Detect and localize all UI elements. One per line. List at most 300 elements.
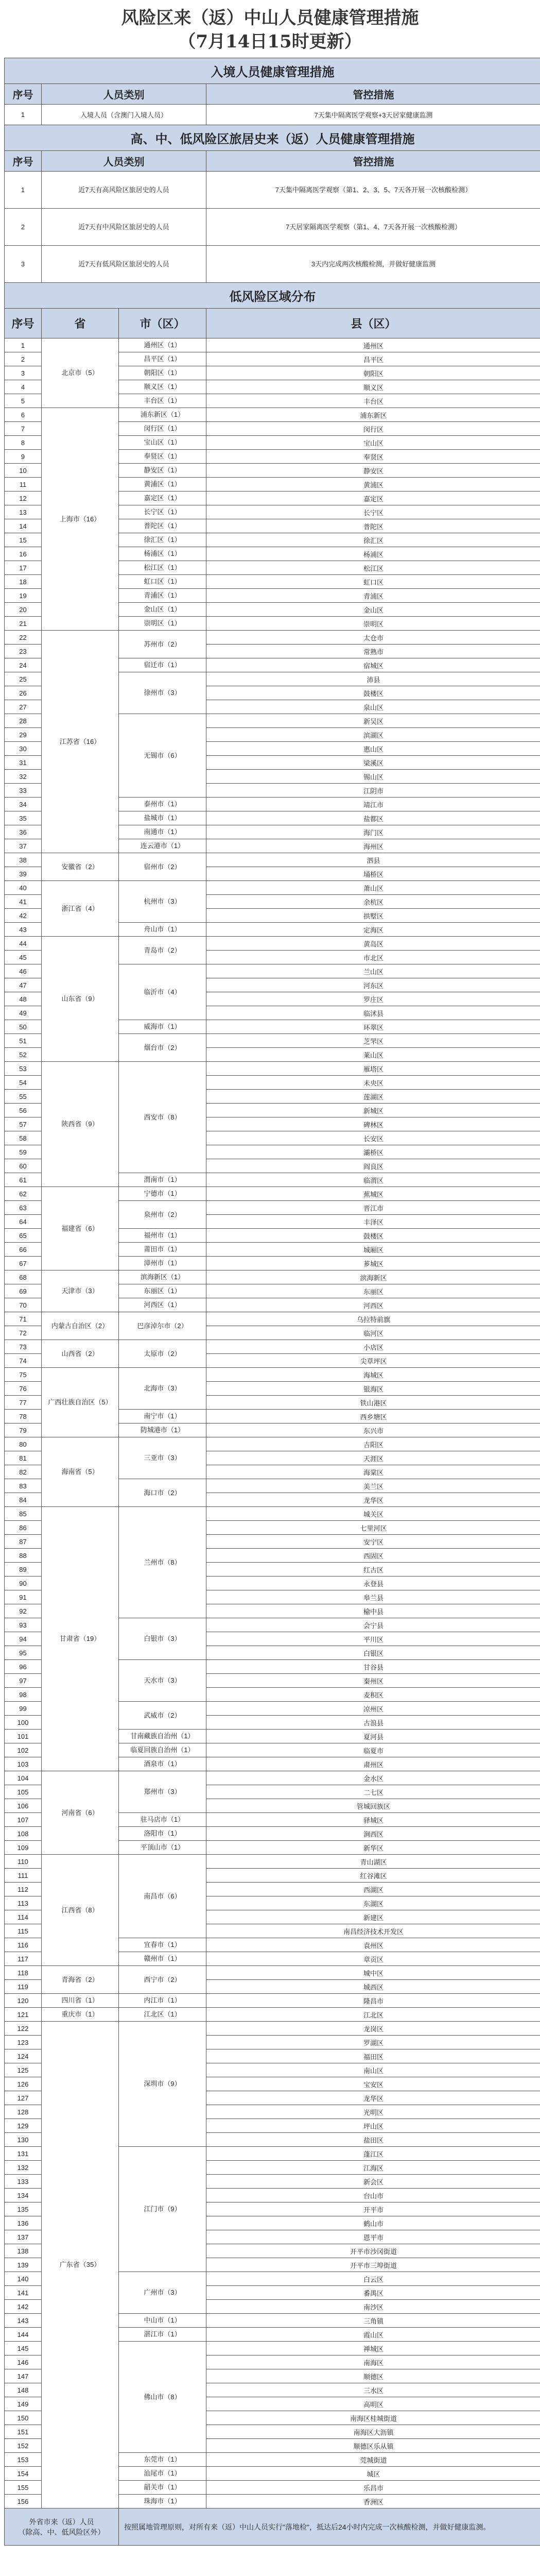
- row-seq: 110: [5, 1855, 42, 1869]
- row-seq: 119: [5, 1980, 42, 1994]
- province-cell: 广西壮族自治区（5）: [42, 1368, 119, 1437]
- row-seq: 83: [5, 1479, 42, 1493]
- county-cell: 秦州区: [206, 1674, 540, 1688]
- province-cell: 江西省（8）: [42, 1855, 119, 1966]
- county-cell: 榆中县: [206, 1604, 540, 1618]
- row-category: 近7天有低风险区旅居史的人员: [42, 246, 206, 283]
- county-cell: 台山市: [206, 2189, 540, 2202]
- row-seq: 154: [5, 2467, 42, 2481]
- county-cell: 乐昌市: [206, 2481, 540, 2495]
- county-cell: 海棠区: [206, 1465, 540, 1479]
- county-cell: 青山湖区: [206, 1855, 540, 1869]
- row-seq: 137: [5, 2230, 42, 2244]
- county-cell: 鼓楼区: [206, 1229, 540, 1243]
- county-cell: 盐田区: [206, 2133, 540, 2147]
- county-cell: 嘉定区: [206, 492, 540, 505]
- county-cell: 临渭区: [206, 1173, 540, 1187]
- city-cell: 普陀区（1）: [119, 519, 206, 533]
- row-seq: 104: [5, 1771, 42, 1785]
- city-cell: 甘南藏族自治州（1）: [119, 1730, 206, 1743]
- province-cell: 上海市（16）: [42, 408, 119, 631]
- row-seq: 141: [5, 2286, 42, 2300]
- county-cell: 盐都区: [206, 811, 540, 825]
- city-cell: 西安市（8）: [119, 1062, 206, 1173]
- city-cell: 黄浦区（1）: [119, 478, 206, 492]
- county-cell: 梁溪区: [206, 756, 540, 770]
- city-cell: 徐州市（3）: [119, 672, 206, 714]
- county-cell: 萧山区: [206, 881, 540, 895]
- row-seq: 74: [5, 1354, 42, 1368]
- row-seq: 142: [5, 2300, 42, 2314]
- county-cell: 蕉城区: [206, 1187, 540, 1201]
- county-cell: 番禺区: [206, 2286, 540, 2300]
- footer-row: [5, 2509, 540, 2546]
- county-cell: 隆昌市: [206, 1994, 540, 2008]
- county-cell: 坪山区: [206, 2119, 540, 2133]
- city-cell: 盐城市（1）: [119, 811, 206, 825]
- province-cell: 青海省（2）: [42, 1966, 119, 1994]
- row-seq: 139: [5, 2258, 42, 2272]
- row-seq: 132: [5, 2161, 42, 2175]
- county-cell: 普陀区: [206, 519, 540, 533]
- province-cell: 山东省（9）: [42, 937, 119, 1062]
- city-cell: 烟台市（2）: [119, 1034, 206, 1062]
- county-cell: 芗城区: [206, 1257, 540, 1270]
- header-seq: 序号: [5, 151, 42, 172]
- row-seq: 3: [5, 246, 42, 283]
- row-seq: 63: [5, 1201, 42, 1215]
- county-cell: 灞桥区: [206, 1145, 540, 1159]
- row-seq: 4: [5, 380, 42, 394]
- row-seq: 91: [5, 1590, 42, 1604]
- county-cell: 新会区: [206, 2175, 540, 2189]
- row-seq: 117: [5, 1952, 42, 1966]
- row-seq: 108: [5, 1827, 42, 1841]
- row-seq: 134: [5, 2189, 42, 2202]
- row-seq: 152: [5, 2439, 42, 2453]
- county-cell: 临沭县: [206, 1006, 540, 1020]
- row-seq: 23: [5, 645, 42, 658]
- city-cell: 松江区（1）: [119, 561, 206, 575]
- row-seq: 126: [5, 2077, 42, 2091]
- row-seq: 19: [5, 589, 42, 603]
- table-row: [5, 1994, 540, 2008]
- county-cell: 虹口区: [206, 575, 540, 589]
- city-cell: 河西区（1）: [119, 1298, 206, 1312]
- row-measures: 7天集中隔离医学观察（第1、2、3、5、7天各开展一次核酸检测）: [206, 172, 540, 209]
- city-cell: 金山区（1）: [119, 603, 206, 617]
- province-cell: 安徽省（2）: [42, 853, 119, 881]
- row-seq: 34: [5, 798, 42, 811]
- row-seq: 12: [5, 492, 42, 505]
- table-row: [5, 1187, 540, 1201]
- county-cell: 南海区大沥镇: [206, 2425, 540, 2439]
- county-cell: 顺德区: [206, 2369, 540, 2383]
- row-seq: 2: [5, 352, 42, 366]
- row-seq: 69: [5, 1284, 42, 1298]
- province-cell: 内蒙古自治区（2）: [42, 1312, 119, 1340]
- city-cell: 湛江市（1）: [119, 2328, 206, 2342]
- county-cell: 恩平市: [206, 2230, 540, 2244]
- row-seq: 107: [5, 1813, 42, 1827]
- header-seq: 序号: [5, 84, 42, 105]
- row-seq: 85: [5, 1507, 42, 1521]
- province-cell: 甘肃省（19）: [42, 1507, 119, 1771]
- city-cell: 嘉定区（1）: [119, 492, 206, 505]
- county-cell: 东兴市: [206, 1423, 540, 1437]
- county-cell: 常熟市: [206, 645, 540, 658]
- city-cell: 防城港市（1）: [119, 1423, 206, 1437]
- table-row: [5, 631, 540, 645]
- county-cell: 二七区: [206, 1785, 540, 1799]
- county-cell: 河西区: [206, 1298, 540, 1312]
- row-seq: 20: [5, 603, 42, 617]
- row-seq: 146: [5, 2355, 42, 2369]
- measures-table: [4, 58, 540, 2546]
- province-cell: 江苏省（16）: [42, 631, 119, 853]
- city-cell: 漳州市（1）: [119, 1257, 206, 1270]
- county-cell: 江北区: [206, 2008, 540, 2022]
- row-seq: 22: [5, 631, 42, 645]
- county-cell: 鼓楼区: [206, 686, 540, 700]
- row-seq: 25: [5, 672, 42, 686]
- row-seq: 54: [5, 1076, 42, 1090]
- city-cell: 南昌市（6）: [119, 1855, 206, 1938]
- county-cell: 福田区: [206, 2049, 540, 2063]
- county-cell: 新城区: [206, 1104, 540, 1117]
- row-seq: 57: [5, 1117, 42, 1131]
- row-seq: 38: [5, 853, 42, 867]
- row-seq: 39: [5, 867, 42, 881]
- table-row: [5, 2008, 540, 2022]
- county-cell: 闵行区: [206, 422, 540, 436]
- row-seq: 133: [5, 2175, 42, 2189]
- county-cell: 光明区: [206, 2105, 540, 2119]
- city-cell: 徐汇区（1）: [119, 533, 206, 547]
- row-seq: 1: [5, 338, 42, 352]
- city-cell: 内江市（1）: [119, 1994, 206, 2008]
- county-cell: 会宁县: [206, 1618, 540, 1632]
- county-cell: 安宁区: [206, 1535, 540, 1549]
- row-seq: 98: [5, 1688, 42, 1702]
- header-seq: 序号: [5, 309, 42, 338]
- county-cell: 管城回族区: [206, 1799, 540, 1813]
- county-cell: 三水区: [206, 2383, 540, 2397]
- city-cell: 奉贤区（1）: [119, 450, 206, 464]
- county-cell: 雁塔区: [206, 1062, 540, 1076]
- county-cell: 天涯区: [206, 1451, 540, 1465]
- city-cell: 连云港市（1）: [119, 839, 206, 853]
- city-cell: 江北区（1）: [119, 2008, 206, 2022]
- city-cell: 韶关市（1）: [119, 2481, 206, 2495]
- city-cell: 顺义区（1）: [119, 380, 206, 394]
- row-seq: 68: [5, 1270, 42, 1284]
- city-cell: 杭州市（3）: [119, 881, 206, 923]
- county-cell: 西固区: [206, 1549, 540, 1563]
- county-cell: 南海区: [206, 2355, 540, 2369]
- county-cell: 惠山区: [206, 742, 540, 756]
- county-cell: 余杭区: [206, 895, 540, 909]
- row-seq: 89: [5, 1563, 42, 1577]
- province-cell: 河南省（6）: [42, 1771, 119, 1855]
- table-row: [5, 1062, 540, 1076]
- row-seq: 24: [5, 658, 42, 672]
- county-cell: 宝山区: [206, 436, 540, 450]
- city-cell: 东丽区（1）: [119, 1284, 206, 1298]
- row-seq: 17: [5, 561, 42, 575]
- county-cell: 泉山区: [206, 700, 540, 714]
- county-cell: 红古区: [206, 1563, 540, 1577]
- county-cell: 莱山区: [206, 1048, 540, 1062]
- row-seq: 151: [5, 2425, 42, 2439]
- city-cell: 佛山市（8）: [119, 2342, 206, 2453]
- section-title-entry: 入境人员健康管理措施: [5, 58, 540, 84]
- row-seq: 59: [5, 1145, 42, 1159]
- city-cell: 泉州市（2）: [119, 1201, 206, 1229]
- row-seq: 101: [5, 1730, 42, 1743]
- city-cell: 三亚市（3）: [119, 1437, 206, 1479]
- province-cell: 海南省（5）: [42, 1437, 119, 1507]
- county-cell: 海门区: [206, 825, 540, 839]
- county-cell: 霞山区: [206, 2328, 540, 2342]
- county-cell: 南山区: [206, 2063, 540, 2077]
- county-cell: 滨湖区: [206, 728, 540, 742]
- row-seq: 93: [5, 1618, 42, 1632]
- row-seq: 113: [5, 1896, 42, 1910]
- county-cell: 驿城区: [206, 1813, 540, 1827]
- county-cell: 丰台区: [206, 394, 540, 408]
- table-row: [5, 408, 540, 422]
- row-seq: 61: [5, 1173, 42, 1187]
- county-cell: 城区: [206, 2467, 540, 2481]
- row-seq: 50: [5, 1020, 42, 1034]
- county-cell: 阎良区: [206, 1159, 540, 1173]
- row-seq: 114: [5, 1910, 42, 1924]
- row-seq: 150: [5, 2411, 42, 2425]
- county-cell: 滨海新区: [206, 1270, 540, 1284]
- county-cell: 开平市三埠街道: [206, 2258, 540, 2272]
- row-seq: 7: [5, 422, 42, 436]
- table-row: [5, 2022, 540, 2036]
- city-cell: 巴彦淖尔市（2）: [119, 1312, 206, 1340]
- row-seq: 145: [5, 2342, 42, 2355]
- city-cell: 青浦区（1）: [119, 589, 206, 603]
- county-cell: 南沙区: [206, 2300, 540, 2314]
- city-cell: 天水市（3）: [119, 1660, 206, 1702]
- county-cell: 白云区: [206, 2272, 540, 2286]
- table-row: [5, 1771, 540, 1785]
- row-seq: 53: [5, 1062, 42, 1076]
- table-row: [5, 1340, 540, 1354]
- county-cell: 城厢区: [206, 1243, 540, 1257]
- row-seq: 10: [5, 464, 42, 478]
- county-cell: 城关区: [206, 1507, 540, 1521]
- county-cell: 涧西区: [206, 1827, 540, 1841]
- city-cell: 宜春市（1）: [119, 1938, 206, 1952]
- county-cell: 晋江市: [206, 1201, 540, 1215]
- row-seq: 147: [5, 2369, 42, 2383]
- row-seq: 140: [5, 2272, 42, 2286]
- county-cell: 昌平区: [206, 352, 540, 366]
- county-cell: 浦东新区: [206, 408, 540, 422]
- row-seq: 32: [5, 770, 42, 784]
- county-cell: 乌拉特前旗: [206, 1312, 540, 1326]
- row-seq: 92: [5, 1604, 42, 1618]
- county-cell: 临河区: [206, 1326, 540, 1340]
- row-seq: 40: [5, 881, 42, 895]
- county-cell: 金水区: [206, 1771, 540, 1785]
- county-cell: 古浪县: [206, 1716, 540, 1730]
- county-cell: 罗湖区: [206, 2036, 540, 2049]
- header-city: 市（区）: [119, 309, 206, 338]
- city-cell: 无锡市（6）: [119, 714, 206, 798]
- header-measures: 管控措施: [206, 151, 540, 172]
- row-seq: 13: [5, 505, 42, 519]
- county-cell: 袁州区: [206, 1938, 540, 1952]
- county-cell: 靖江市: [206, 798, 540, 811]
- city-cell: 杨浦区（1）: [119, 547, 206, 561]
- row-seq: 37: [5, 839, 42, 853]
- county-cell: 海城区: [206, 1368, 540, 1382]
- row-seq: 2: [5, 209, 42, 246]
- county-cell: 西乡塘区: [206, 1410, 540, 1423]
- row-seq: 51: [5, 1034, 42, 1048]
- county-cell: 金山区: [206, 603, 540, 617]
- city-cell: 通州区（1）: [119, 338, 206, 352]
- city-cell: 闵行区（1）: [119, 422, 206, 436]
- row-seq: 109: [5, 1841, 42, 1855]
- county-cell: 东湖区: [206, 1896, 540, 1910]
- county-cell: 杨浦区: [206, 547, 540, 561]
- row-seq: 90: [5, 1577, 42, 1590]
- row-seq: 15: [5, 533, 42, 547]
- row-seq: 72: [5, 1326, 42, 1340]
- row-seq: 43: [5, 923, 42, 937]
- row-measures: 7天居家隔离医学观察（第1、4、7天各开展一次核酸检测）: [206, 209, 540, 246]
- city-cell: 泰州市（1）: [119, 798, 206, 811]
- section-title: [5, 125, 540, 151]
- row-seq: 138: [5, 2244, 42, 2258]
- table-header: [5, 84, 540, 105]
- county-cell: 泗县: [206, 853, 540, 867]
- row-seq: 81: [5, 1451, 42, 1465]
- city-cell: 莆田市（1）: [119, 1243, 206, 1257]
- section-title-low: 低风险区域分布: [5, 283, 540, 309]
- city-cell: 中山市（1）: [119, 2314, 206, 2328]
- county-cell: 美兰区: [206, 1479, 540, 1493]
- county-cell: 太仓市: [206, 631, 540, 645]
- county-cell: 白银区: [206, 1646, 540, 1660]
- footer-label: [5, 2509, 119, 2546]
- province-cell: 陕西省（9）: [42, 1062, 119, 1187]
- row-seq: 55: [5, 1090, 42, 1104]
- row-category: 近7天有高风险区旅居史的人员: [42, 172, 206, 209]
- table-row: [5, 1270, 540, 1284]
- city-cell: 宁德市（1）: [119, 1187, 206, 1201]
- row-seq: 44: [5, 937, 42, 951]
- row-seq: 135: [5, 2202, 42, 2216]
- row-seq: 41: [5, 895, 42, 909]
- row-seq: 18: [5, 575, 42, 589]
- city-cell: 北海市（3）: [119, 1368, 206, 1410]
- county-cell: 尖草坪区: [206, 1354, 540, 1368]
- county-cell: 罗庄区: [206, 992, 540, 1006]
- province-cell: 北京市（5）: [42, 338, 119, 408]
- city-cell: 赣州市（1）: [119, 1952, 206, 1966]
- row-seq: 8: [5, 436, 42, 450]
- city-cell: 宿迁市（1）: [119, 658, 206, 672]
- row-seq: 42: [5, 909, 42, 923]
- table-row: [5, 881, 540, 895]
- city-cell: 太原市（2）: [119, 1340, 206, 1368]
- row-seq: 21: [5, 617, 42, 631]
- row-seq: 127: [5, 2091, 42, 2105]
- province-cell: 浙江省（4）: [42, 881, 119, 937]
- county-cell: 东丽区: [206, 1284, 540, 1298]
- row-seq: 156: [5, 2495, 42, 2509]
- row-seq: 75: [5, 1368, 42, 1382]
- county-cell: 新吴区: [206, 714, 540, 728]
- row-seq: 82: [5, 1465, 42, 1479]
- county-cell: 莲湖区: [206, 1090, 540, 1104]
- row-seq: 136: [5, 2216, 42, 2230]
- row-seq: 122: [5, 2022, 42, 2036]
- city-cell: 驻马店市（1）: [119, 1813, 206, 1827]
- county-cell: 长安区: [206, 1131, 540, 1145]
- row-seq: 153: [5, 2453, 42, 2467]
- county-cell: 鹤山市: [206, 2216, 540, 2230]
- county-cell: 朝阳区: [206, 366, 540, 380]
- table-row: [5, 246, 540, 283]
- city-cell: 浦东新区（1）: [119, 408, 206, 422]
- section-title: [5, 58, 540, 84]
- city-cell: 丰台区（1）: [119, 394, 206, 408]
- county-cell: 环翠区: [206, 1020, 540, 1034]
- county-cell: 兰山区: [206, 964, 540, 978]
- city-cell: 临夏回族自治州（1）: [119, 1743, 206, 1757]
- row-seq: 27: [5, 700, 42, 714]
- row-seq: 100: [5, 1716, 42, 1730]
- row-seq: 84: [5, 1493, 42, 1507]
- row-seq: 129: [5, 2119, 42, 2133]
- province-cell: 天津市（3）: [42, 1270, 119, 1312]
- county-cell: 开平市: [206, 2202, 540, 2216]
- county-cell: 青浦区: [206, 589, 540, 603]
- row-seq: 70: [5, 1298, 42, 1312]
- row-seq: 102: [5, 1743, 42, 1757]
- row-seq: 28: [5, 714, 42, 728]
- city-cell: 昌平区（1）: [119, 352, 206, 366]
- row-seq: 1: [5, 105, 42, 125]
- row-seq: 1: [5, 172, 42, 209]
- county-cell: 徐汇区: [206, 533, 540, 547]
- row-seq: 5: [5, 394, 42, 408]
- county-cell: 锡山区: [206, 770, 540, 784]
- county-cell: 永登县: [206, 1577, 540, 1590]
- city-cell: 福州市（1）: [119, 1229, 206, 1243]
- table-row: [5, 172, 540, 209]
- county-cell: 小店区: [206, 1340, 540, 1354]
- row-seq: 131: [5, 2147, 42, 2161]
- row-seq: 87: [5, 1535, 42, 1549]
- table-row: [5, 1855, 540, 1869]
- header-category: 人员类别: [42, 151, 206, 172]
- row-category: 近7天有中风险区旅居史的人员: [42, 209, 206, 246]
- city-cell: 渭南市（1）: [119, 1173, 206, 1187]
- city-cell: 静安区（1）: [119, 464, 206, 478]
- county-cell: 吉阳区: [206, 1437, 540, 1451]
- county-cell: 城西区: [206, 1980, 540, 1994]
